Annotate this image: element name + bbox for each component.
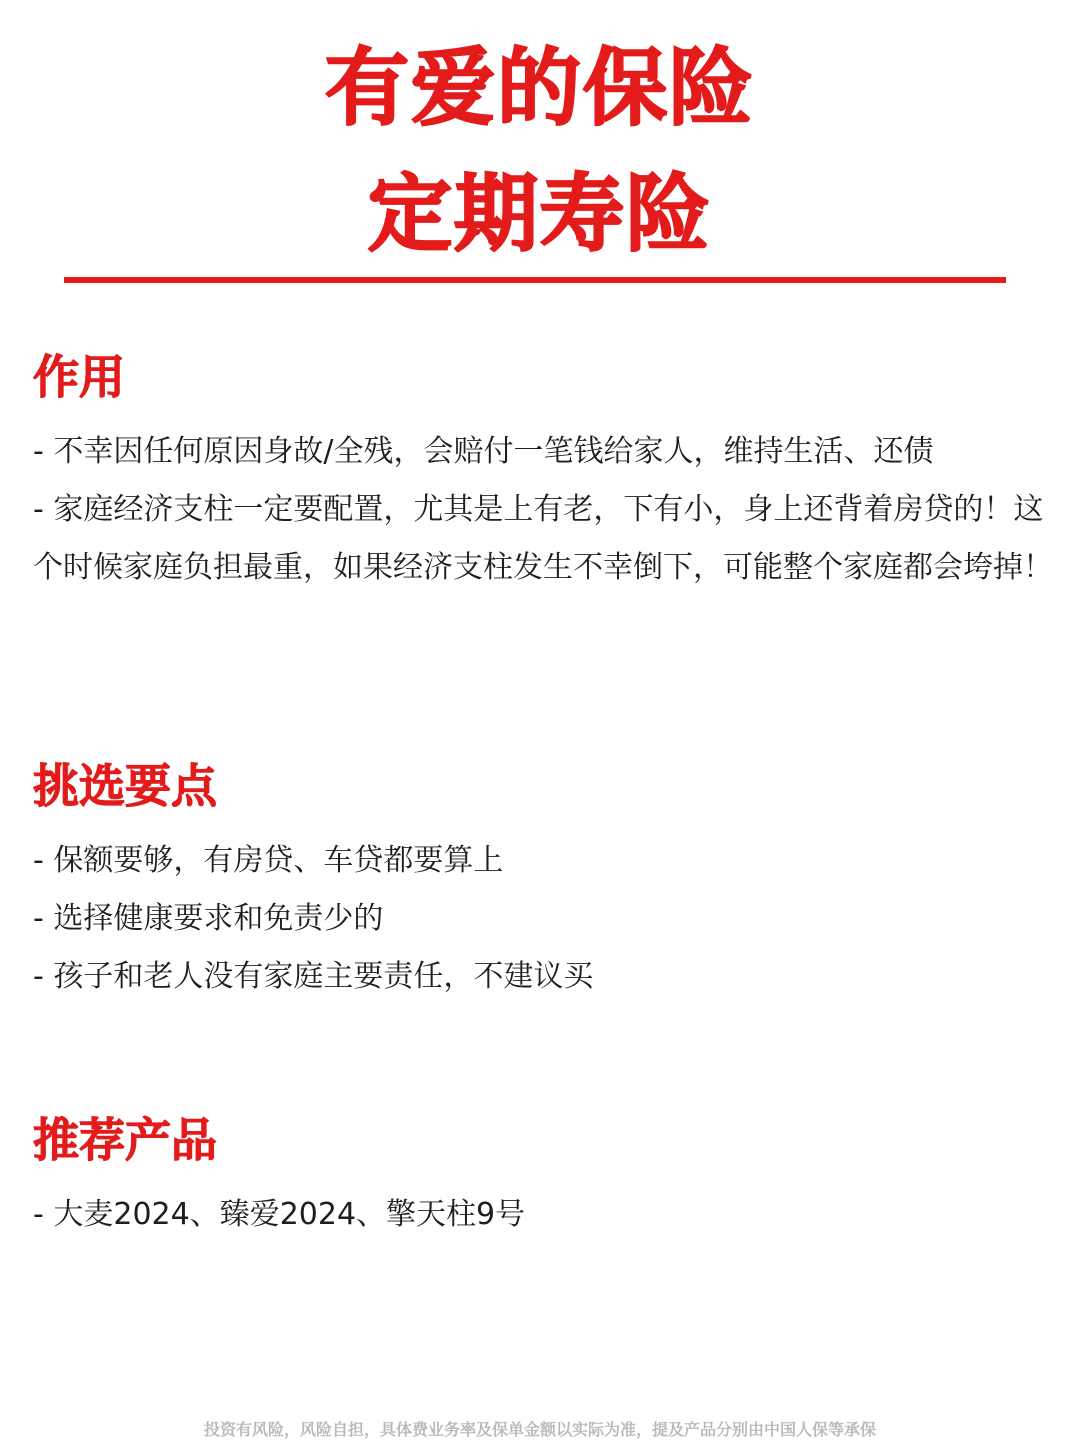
list-item: - 不幸因任何原因身故/全残，会赔付一笔钱给家人，维持生活、还债 [33, 434, 934, 469]
disclaimer-footer: 投资有风险，风险自担，具体费业务率及保单金额以实际为准，提及产品分别由中国人保等承保 [203, 1420, 876, 1439]
page-title-line-2: 定期寿险 [367, 165, 712, 263]
section-heading-purpose: 作用 [33, 350, 125, 404]
section-body-products [33, 1186, 1058, 1244]
section-body-purpose [33, 423, 1058, 597]
list-item: - 保额要够，有房贷、车贷都要算上 [33, 843, 504, 878]
title-divider [64, 277, 1006, 283]
list-item: - 家庭经济支柱一定要配置，尤其是上有老，下有小，身上还背着房贷的！这个时候家庭负担最重，如果经济支柱发生不幸倒下，可能整个家庭都会垮掉！ [33, 492, 1053, 585]
section-heading-products: 推荐产品 [33, 1113, 217, 1167]
section-body-selection [33, 832, 1058, 1006]
list-item: - 选择健康要求和免责少的 [33, 901, 384, 936]
list-item: - 孩子和老人没有家庭主要责任，不建议买 [33, 959, 594, 994]
section-heading-selection: 挑选要点 [33, 759, 217, 813]
page-title-line-1: 有爱的保险 [324, 39, 755, 137]
list-item: - 大麦2024、臻爱2024、擎天柱9号 [33, 1197, 526, 1232]
